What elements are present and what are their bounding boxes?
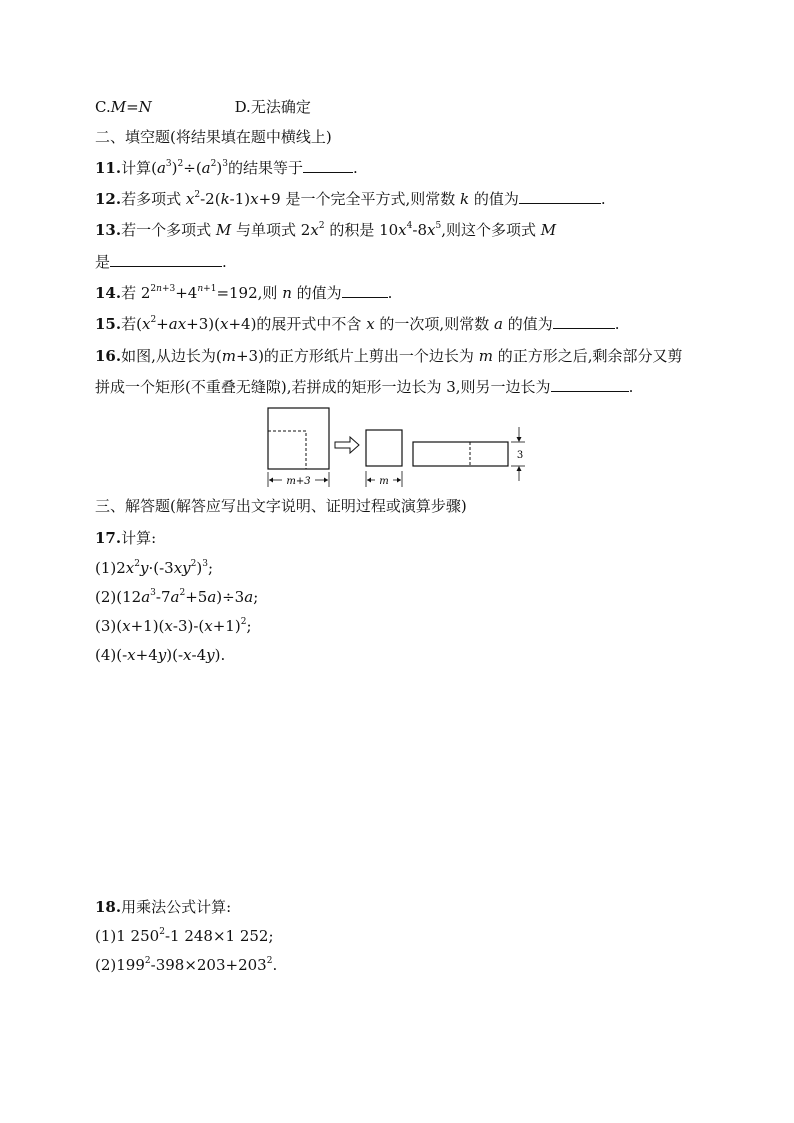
q12-text: 若多项式 $x^2-2(k-1)x+9$ 是一个完全平方式,则常数 k 的值为 [121, 190, 519, 208]
label-m: m [379, 476, 389, 487]
q15-text: 若$(x^2+ax+3)(x+4)$的展开式中不含 x 的一次项,则常数 a 的值为 [121, 315, 553, 333]
label-3: 3 [516, 450, 524, 461]
label-m-plus-3: m+3 [286, 476, 311, 487]
result-rectangle [413, 442, 508, 466]
big-square [268, 408, 329, 469]
arrow-right-icon [335, 437, 359, 453]
question-number: 16. [95, 347, 122, 365]
q17-item-4: (4)(-x+4y)(-x-4y). [95, 646, 226, 664]
q17-item-3: $(3)(x+1)(x-3)-(x+1)^2$; [95, 617, 252, 635]
q10-options [95, 97, 311, 117]
question-12: 12.若多项式 $x^2-2(k-1)x+9$ 是一个完全平方式,则常数 k 的值为 . [95, 190, 606, 208]
option-d: D.无法确定 [234, 98, 311, 116]
section-3-heading: 三、解答题(解答应写出文字说明、证明过程或演算步骤) [95, 497, 467, 515]
question-17-title [95, 528, 156, 548]
question-18-title [95, 897, 231, 917]
q18-item-2: $(2)199^2-398\times 203+203^2$. [95, 956, 278, 974]
question-number: 14. [95, 284, 122, 302]
q17-title: 计算: [121, 529, 157, 547]
question-13-line2: 是 . [95, 253, 227, 271]
q11-text: 计算$(a^3)^2\div(a^2)^3$的结果等于 [121, 159, 303, 177]
option-c: C.M=N [95, 98, 152, 116]
small-square [366, 430, 402, 466]
question-number: 17. [95, 529, 122, 547]
q17-item-2: $(2)(12a^3-7a^2+5a)\div 3a$; [95, 588, 259, 606]
question-number: 11. [95, 159, 122, 177]
question-15: 15.若$(x^2+ax+3)(x+4)$的展开式中不含 x 的一次项,则常数 a 的值为 . [95, 315, 620, 333]
question-13-line1 [95, 220, 556, 240]
question-16-line1 [95, 346, 682, 366]
answer-blank[interactable] [551, 377, 629, 392]
question-number: 18. [95, 898, 122, 916]
question-number: 13. [95, 221, 122, 239]
answer-blank[interactable] [303, 158, 353, 173]
section-2-heading: 二、填空题(将结果填在题中横线上) [95, 128, 332, 146]
answer-blank[interactable] [110, 252, 222, 267]
q14-text: 若 $2^{2n+3}+4^{n+1}=192$,则 n 的值为 [121, 284, 342, 302]
question-14: 14.若 $2^{2n+3}+4^{n+1}=192$,则 n 的值为 . [95, 284, 393, 302]
answer-blank[interactable] [342, 283, 388, 298]
answer-blank[interactable] [553, 314, 615, 329]
cut-line [268, 431, 306, 469]
square-cut-figure [262, 405, 532, 490]
q16-text: 如图,从边长为(m+3)的正方形纸片上剪出一个边长为 m 的正方形之后,剩余部分又剪 [121, 347, 683, 365]
q18-item-1: (1)1 $250^2-1$ 248×1 252; [95, 927, 274, 945]
question-number: 12. [95, 190, 122, 208]
q16-text-2: 拼成一个矩形(不重叠无缝隙),若拼成的矩形一边长为 3,则另一边长为 [95, 378, 551, 396]
question-number: 15. [95, 315, 122, 333]
q13-text: 若一个多项式 M 与单项式 $2x^2$ 的积是 $10x^4-8x^5$,则这个多项式 M [121, 221, 557, 239]
q18-title: 用乘法公式计算: [121, 898, 232, 916]
answer-blank[interactable] [519, 189, 601, 204]
q17-item-1: $(1)2x^2y\cdot(-3xy^2)^3$; [95, 559, 214, 577]
question-16-line2: 拼成一个矩形(不重叠无缝隙),若拼成的矩形一边长为 3,则另一边长为 . [95, 378, 634, 396]
question-11: 11.计算$(a^3)^2\div(a^2)^3$的结果等于 . [95, 159, 358, 177]
q13-text-2: 是 [95, 253, 111, 271]
